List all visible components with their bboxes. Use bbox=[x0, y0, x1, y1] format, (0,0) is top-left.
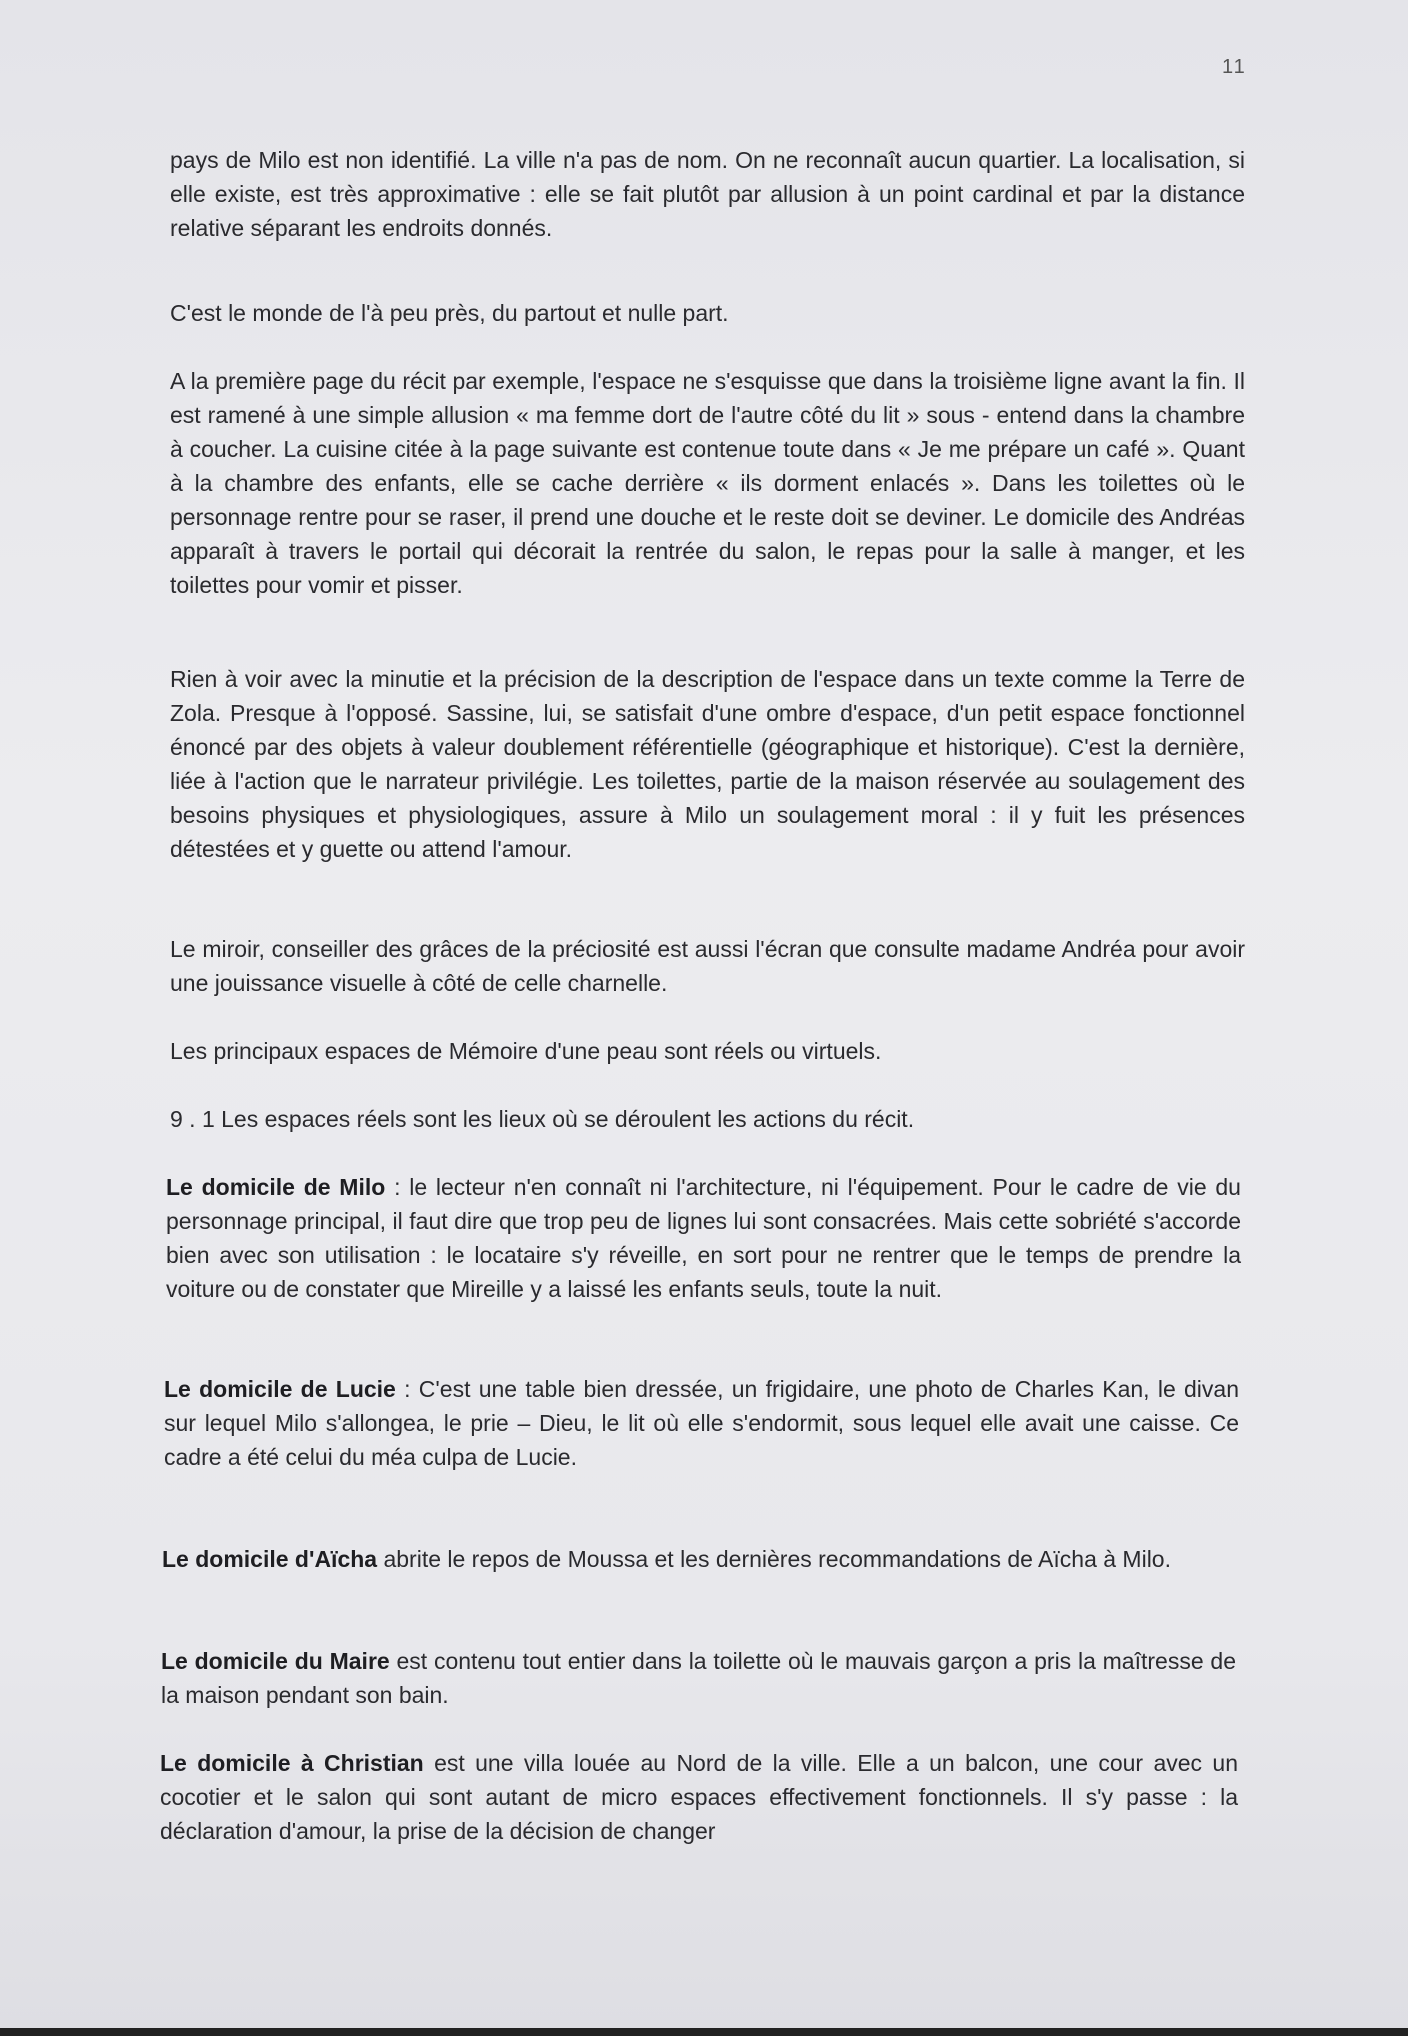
section-heading-9-1: 9 . 1 Les espaces réels sont les lieux où se déroulent les actions du récit. bbox=[170, 1106, 915, 1132]
domicile-text: est une villa louée au Nord de la ville. Elle a un balcon, une cour avec un cocotier et le salon qui sont autant de micro espaces effectivement fonctionnels. Il s'y passe : la déclaration d'amour, la prise de la décision de changer bbox=[160, 1750, 1238, 1844]
paragraph-zola: Rien à voir avec la minutie et la précision de la description de l'espace dans un texte comme la Terre de Zola. Presque à l'opposé. Sassine, lui, se satisfait d'une ombre d'espace, d'un petit espace fonctionnel énoncé par des objets à valeur doublement référentielle (géographique et historique). C'est la dernière, liée à l'action que le narrateur privilégie. Les toilettes, partie de la maison réservée au soulagement des besoins physiques et physiologiques, assure à Milo un soulagement moral : il y fuit les présences détestées et y guette ou attend l'amour. bbox=[170, 666, 1245, 862]
domicile-text: : C'est une table bien dressée, un frigidaire, une photo de Charles Kan, le divan sur lequel Milo s'allongea, le prie – Dieu, le lit où elle s'endormit, sous lequel elle avait une caisse. Ce cadre a été celui du méa culpa de Lucie. bbox=[164, 1376, 1239, 1470]
paragraph-domicile-christian bbox=[160, 1746, 1238, 1848]
paragraph-miroir: Le miroir, conseiller des grâces de la préciosité est aussi l'écran que consulte madame Andréa pour avoir une jouissance visuelle à côté de celle charnelle. bbox=[170, 936, 1245, 996]
paragraph-premiere-page: A la première page du récit par exemple, l'espace ne s'esquisse que dans la troisième ligne avant la fin. Il est ramené à une simple allusion « ma femme dort de l'autre côté du lit » sous - entend dans la chambre à coucher. La cuisine citée à la page suivante est contenue toute dans « Je me prépare un café ». Quant à la chambre des enfants, elle se cache derrière « ils dorment enlacés ». Dans les toilettes où le personnage rentre pour se raser, il prend une douche et le reste doit se deviner. Le domicile des Andréas apparaît à travers le portail qui décorait la rentrée du salon, le repas pour la salle à manger, et les toilettes pour vomir et pisser. bbox=[170, 368, 1245, 598]
paragraph-domicile-milo bbox=[166, 1170, 1241, 1306]
paragraph-domicile-aicha bbox=[162, 1542, 1237, 1576]
domicile-text: est contenu tout entier dans la toilette où le mauvais garçon a pris la maîtresse de la maison pendant son bain. bbox=[161, 1648, 1236, 1708]
paragraph-domicile-lucie bbox=[164, 1372, 1239, 1474]
paragraph-intro: pays de Milo est non identifié. La ville n'a pas de nom. On ne reconnaît aucun quartier. La localisation, si elle existe, est très approximative : elle se fait plutôt par allusion à un point cardinal et par la distance relative séparant les endroits donnés. bbox=[170, 147, 1245, 241]
page-number: 11 bbox=[1222, 56, 1247, 78]
domicile-title: Le domicile de Milo bbox=[166, 1174, 386, 1200]
domicile-title: Le domicile à Christian bbox=[160, 1750, 424, 1776]
domicile-title: Le domicile de Lucie bbox=[164, 1376, 396, 1402]
paragraph-espaces: Les principaux espaces de Mémoire d'une peau sont réels ou virtuels. bbox=[170, 1038, 882, 1064]
paragraph-domicile-maire bbox=[161, 1644, 1236, 1712]
paragraph-monde: C'est le monde de l'à peu près, du partout et nulle part. bbox=[170, 300, 729, 326]
domicile-title: Le domicile d'Aïcha bbox=[162, 1546, 378, 1572]
domicile-text: abrite le repos de Moussa et les dernières recommandations de Aïcha à Milo. bbox=[377, 1546, 1171, 1572]
page-edge-shadow bbox=[0, 2028, 1408, 2036]
domicile-text: : le lecteur n'en connaît ni l'architecture, ni l'équipement. Pour le cadre de vie du personnage principal, il faut dire que trop peu de lignes lui sont consacrées. Mais cette sobriété s'accorde bien avec son utilisation : le locataire s'y réveille, en sort pour ne rentrer que le temps de prendre la voiture ou de constater que Mireille y a laissé les enfants seuls, toute la nuit. bbox=[166, 1174, 1241, 1302]
domicile-title: Le domicile du Maire bbox=[161, 1648, 390, 1674]
